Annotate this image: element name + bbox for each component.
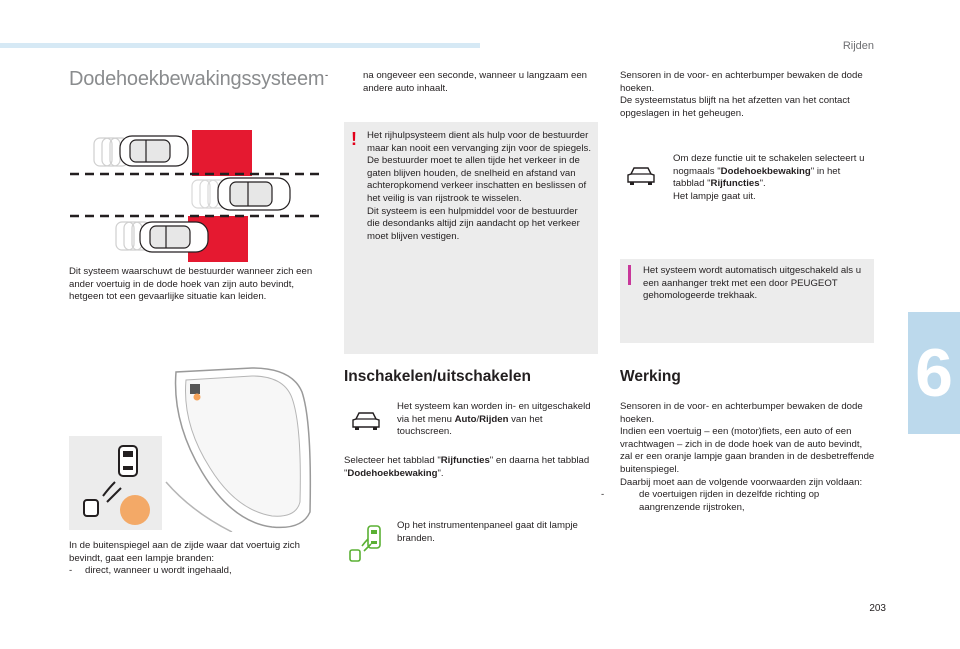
section-label: Rijden [842,40,874,52]
operation-text: Sensoren in de voor- en achterbumper bewaken de dode hoeken. Indien een voertuig – een (motor)fiets, een auto of een vrachtwagen – zich in de dode hoek van de auto bevindt, zal er een oranje lampje gaan branden in de desbetreffende buitenspiegel. Daarbij moet aan de volgende voorwaarden zijn voldaan: - de voertuigen rijden in dezelfde richting op aangrenzende rijstroken, [601,401,875,513]
warning-text: Het rijhulpsysteem dient als hulp voor de bestuurder maar kan nooit een vervanging zijn voor de spiegels. De bestuurder moet te allen tijde het verkeer in de gaten blijven houden, de snelheid en afstand van achteropkomend verkeer inschatten en beslissen of het veilig is van rijstrook te wisselen. Dit systeem is een hulpmiddel voor de bestuurder die desondanks altijd zijn aandacht op het verkeer moet blijven vestigen. [367,130,591,242]
info-text: Het systeem wordt automatisch uitgeschakeld als u een aanhanger trekt met een door PEUGEOT gehomologeerde trekhaak. [643,265,862,302]
side-mirror-illustration [162,362,322,532]
select-tab-text: Selecteer het tabblad "Rijfuncties" en daarna het tabblad "Dodehoekbewaking". [344,455,590,479]
mirror-paragraph: In de buitenspiegel aan de zijde waar dat voertuig zich bevindt, gaat een lampje branden: - direct, wanneer u wordt ingehaald, [69,540,324,578]
warning-exclamation-icon: ! [351,129,357,149]
mirror-indicator-illustration [69,436,162,530]
sensors-text: Sensoren in de voor- en achterbumper bewaken de dode hoeken. De systeemstatus blijft na het afzetten van het contact opgeslagen in het geheugen. [620,70,863,119]
car-front-icon [626,165,656,187]
touchscreen-text: Het systeem kan worden in- en uitgeschakeld via het menu Auto/Rijden van het touchscreen. [397,401,591,438]
bullet-same-direction: - de voertuigen rijden in dezelfde richting op aangrenzende rijstroken, [601,489,820,513]
bullet-slow-overtake: - na ongeveer een seconde, wanneer u langzaam een andere auto inhaalt. [325,70,588,94]
page-title: Dodehoekbewakingssysteem [69,68,325,90]
car-front-icon [351,410,381,432]
disable-function-text: Om deze functie uit te schakelen selecteert u nogmaals "Dodehoekbewaking" in het tabblad "Rijfuncties". Het lampje gaat uit. [673,153,865,202]
intro-paragraph: Dit systeem waarschuwt de bestuurder wanneer zich een ander voertuig in de dode hoek van zijn auto bevindt, hetgeen tot een gevaarlijke situatie kan leiden. [69,266,313,303]
blind-spot-warning-icon [346,522,386,564]
page-number: 203 [869,603,886,614]
bullet-direct: - direct, wanneer u wordt ingehaald, [69,565,232,577]
instrument-panel-text: Op het instrumentenpaneel gaat dit lampje branden. [397,520,578,544]
heading-operation: Werking [620,368,681,385]
blind-spot-road-illustration [68,122,324,262]
header-bar [0,43,480,48]
info-icon [628,265,631,285]
chapter-tab: 6 [908,312,960,434]
heading-enable-disable: Inschakelen/uitschakelen [344,368,531,385]
